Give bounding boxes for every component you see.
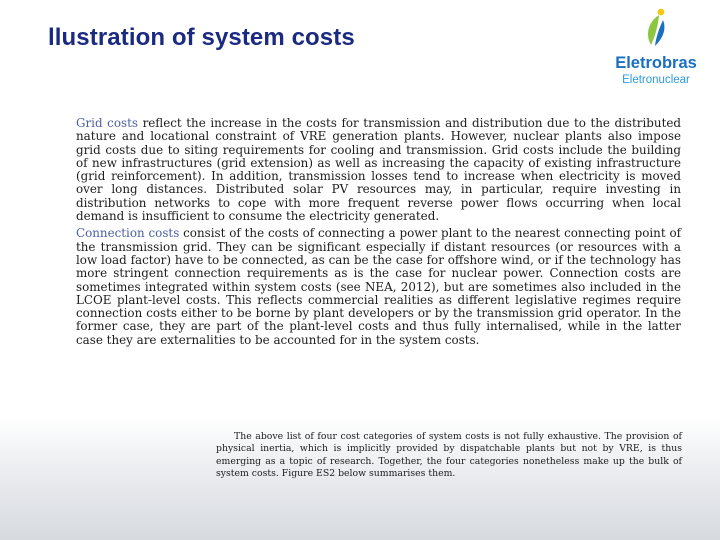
grid-costs-term: Grid costs [76, 116, 138, 130]
eletrobras-logo [606, 8, 706, 88]
leaf-drop-icon [646, 8, 668, 48]
connection-costs-paragraph [76, 227, 681, 347]
summary-note-text: The above list of four cost categories of system costs is not fully exhaustive. The provision of physical inertia, which is implicitly provided by dispatchable plants but not by VRE, is thus emerging as a topic of research. Together, the four categories nonetheless make up the bulk of system costs. Figure ES2 below summarises them. [216, 431, 682, 480]
slide-title: llustration of system costs [48, 24, 355, 51]
connection-costs-text: consist of the costs of connecting a power plant to the nearest connecting point of the transmission grid. They can be significant especially if distant resources (or resources with a low load factor) have to be connected, as can be the case for offshore wind, or if the technology has more stringent connection requirements as is the case for nuclear power. Connection costs are sometimes integrated within system costs (see NEA, 2012), but are sometimes also included in the LCOE plant-level costs. This reflects commercial realities as different legislative regimes require connection costs either to be borne by plant developers or by the transmission grid operator. In the former case, they are part of the plant-level costs and thus fully internalised, while in the latter case they are externalities to be accounted for in the system costs. [76, 226, 681, 347]
grid-costs-paragraph [76, 117, 681, 223]
connection-costs-term: Connection costs [76, 226, 180, 241]
report-excerpt [76, 117, 681, 417]
logo-subtitle: Eletronuclear [622, 74, 690, 86]
summary-note [216, 431, 682, 481]
logo-name: Eletrobras [615, 54, 697, 72]
grid-costs-text: reflect the increase in the costs for transmission and distribution due to the distributed nature and locational constraint of VRE generation plants. However, nuclear plants also impose grid costs due to siting requirements for cooling and transmission. Grid costs include the building of new infrastructures (grid extension) as well as increasing the capacity of existing infrastructure (grid reinforcement). In addition, transmission losses tend to increase when electricity is moved over long distances. Distributed solar PV resources may, in particular, require investing in distribution networks to cope with more frequent reverse power flows occurring when local demand is insufficient to consume the electricity generated. [76, 116, 681, 224]
